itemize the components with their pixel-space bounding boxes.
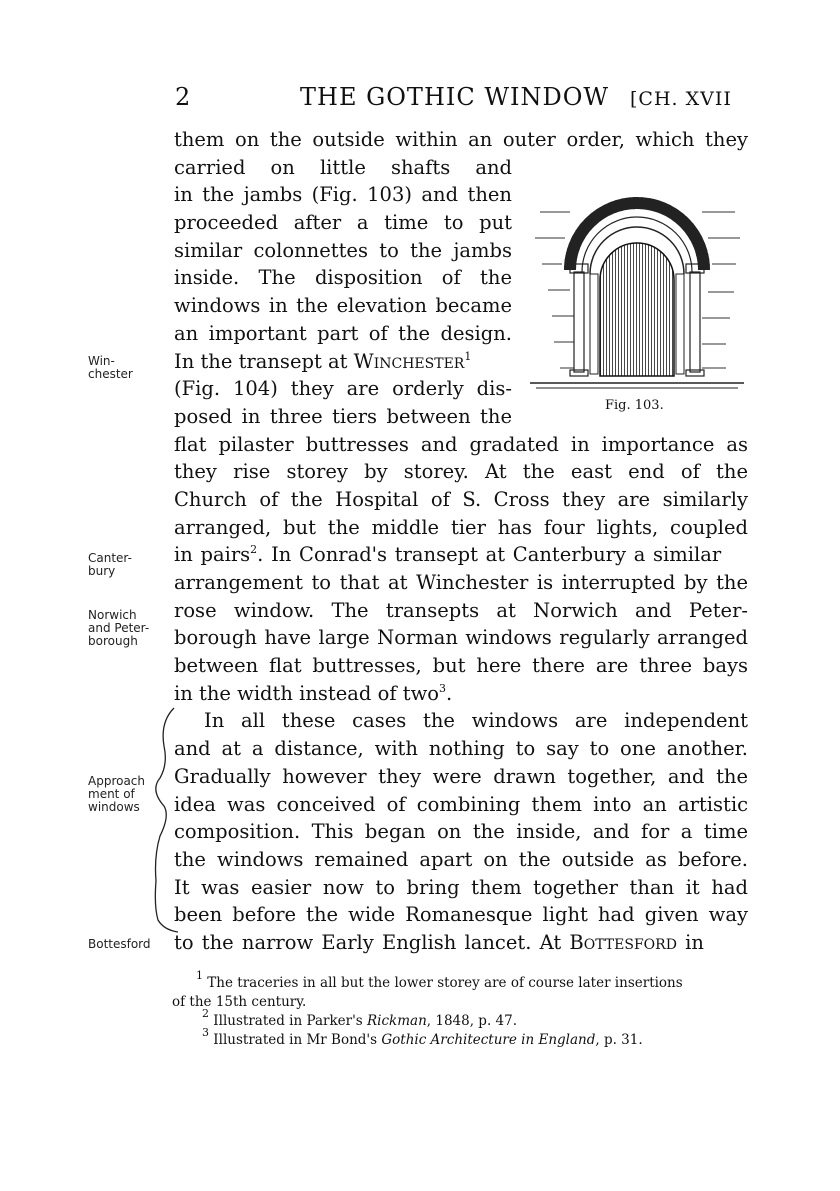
text-line: In all these cases the windows are independent bbox=[204, 709, 748, 733]
margin-note-line: Approach bbox=[88, 774, 146, 788]
text-line: composition. This began on the inside, and for a time bbox=[174, 820, 748, 844]
footnote-title: Rickman bbox=[367, 1013, 427, 1029]
footnote-ref: 1 bbox=[464, 349, 472, 363]
text-line: been before the wide Romanesque light had given way bbox=[174, 903, 748, 927]
footnote-ref: 2 bbox=[250, 543, 258, 557]
footnote-mark: 2 bbox=[202, 1007, 209, 1020]
text-line: It was easier now to bring them together than it had bbox=[174, 875, 748, 899]
margin-note-canterbury bbox=[88, 552, 132, 578]
text-line: rose window. The transepts at Norwich and Peter- bbox=[174, 598, 748, 622]
footnote-mark: 3 bbox=[202, 1026, 209, 1039]
text-line: flat pilaster buttresses and gradated in importance as bbox=[174, 432, 748, 456]
margin-note-line: ment of bbox=[88, 787, 135, 801]
footnote-mark: 1 bbox=[196, 969, 203, 982]
text-line: windows in the elevation became bbox=[174, 294, 512, 318]
text-line: arrangement to that at Winchester is interrupted by the bbox=[174, 571, 748, 594]
footnote-ref: 3 bbox=[439, 681, 447, 695]
footnote-text: Illustrated in Parker's bbox=[213, 1013, 367, 1029]
figure-caption: Fig. 103. bbox=[605, 398, 664, 413]
text-line: Gradually however they were drawn together, and the bbox=[174, 764, 748, 788]
text-line bbox=[174, 680, 748, 708]
footnote-3 bbox=[172, 1026, 747, 1050]
text-line: Church of the Hospital of S. Cross they are similarly bbox=[174, 487, 748, 511]
margin-note-line: Bottesford bbox=[88, 937, 151, 951]
text-line: proceeded after a time to put bbox=[174, 211, 512, 235]
margin-note-norwich bbox=[88, 609, 149, 648]
text-line: they rise storey by storey. At the east end of the bbox=[174, 460, 748, 484]
running-title: THE GOTHIC WINDOW bbox=[300, 83, 610, 111]
text-line: idea was conceived of combining them into an artistic bbox=[174, 792, 748, 816]
norman-window-drawing bbox=[530, 180, 744, 400]
footnote-title: Gothic Architecture in England bbox=[381, 1032, 596, 1048]
text-line: an important part of the design. bbox=[174, 321, 512, 345]
margin-note-line: bury bbox=[88, 564, 116, 578]
margin-note-line: Norwich bbox=[88, 608, 137, 622]
footnote-1-continued: of the 15th century. bbox=[172, 994, 307, 1010]
text-line: them on the outside within an outer order, which they bbox=[174, 128, 748, 151]
text-line: similar colonnettes to the jambs bbox=[174, 238, 512, 262]
text-line bbox=[174, 541, 748, 569]
text-line: arranged, but the middle tier has four lights, coupled bbox=[174, 515, 748, 539]
margin-note-line: and Peter- bbox=[88, 621, 150, 635]
margin-note-line: windows bbox=[88, 800, 140, 814]
footnote-text: The traceries in all but the lower storey are of course later insertions bbox=[207, 975, 683, 991]
text-line: carried on little shafts and bbox=[174, 155, 512, 179]
text-line: (Fig. 104) they are orderly dis- bbox=[174, 377, 512, 401]
margin-note-bottesford bbox=[88, 938, 151, 951]
margin-note-line: chester bbox=[88, 367, 133, 381]
text-fragment: in bbox=[676, 930, 704, 954]
text-fragment: In the transept at bbox=[174, 349, 354, 373]
footnote-1 bbox=[172, 969, 747, 993]
text-line: between flat buttresses, but here there are three bays bbox=[174, 654, 748, 678]
footnote-text: , p. 31. bbox=[595, 1032, 643, 1048]
text-line: borough have large Norman windows regularly arranged bbox=[174, 626, 748, 650]
margin-note-winchester bbox=[88, 355, 133, 381]
footnotes bbox=[172, 969, 747, 1050]
text-fragment: to the narrow Early English lancet. At bbox=[174, 930, 570, 954]
footnote-text: , 1848, p. 47. bbox=[426, 1013, 517, 1029]
page-number: 2 bbox=[175, 83, 192, 111]
margin-note-line: borough bbox=[88, 634, 138, 648]
text-line bbox=[174, 929, 748, 957]
text-line: inside. The disposition of the bbox=[174, 266, 512, 290]
text-line: posed in three tiers between the bbox=[174, 404, 512, 428]
figure-103-illustration bbox=[530, 180, 744, 412]
text-fragment: in the width instead of two bbox=[174, 681, 440, 705]
margin-note-line: Win- bbox=[88, 354, 115, 368]
footnote-text: Illustrated in Mr Bond's bbox=[213, 1032, 382, 1048]
text-line: and at a distance, with nothing to say to one another. bbox=[174, 737, 748, 761]
text-fragment: . bbox=[446, 681, 453, 705]
text-line bbox=[174, 348, 512, 376]
chapter-marker: [CH. XVII bbox=[630, 88, 732, 110]
place-name: Bottesford bbox=[569, 930, 677, 954]
text-fragment: . In Conrad's transept at Canterbury a similar bbox=[257, 543, 722, 567]
text-fragment: in pairs bbox=[174, 543, 251, 567]
footnote-2 bbox=[172, 1007, 747, 1031]
margin-bracket bbox=[120, 706, 178, 936]
text-line: the windows remained apart on the outside as before. bbox=[174, 847, 748, 871]
margin-note-line: Canter- bbox=[88, 551, 132, 565]
text-line: in the jambs (Fig. 103) and then bbox=[174, 183, 512, 207]
place-name: Winchester bbox=[353, 349, 465, 373]
